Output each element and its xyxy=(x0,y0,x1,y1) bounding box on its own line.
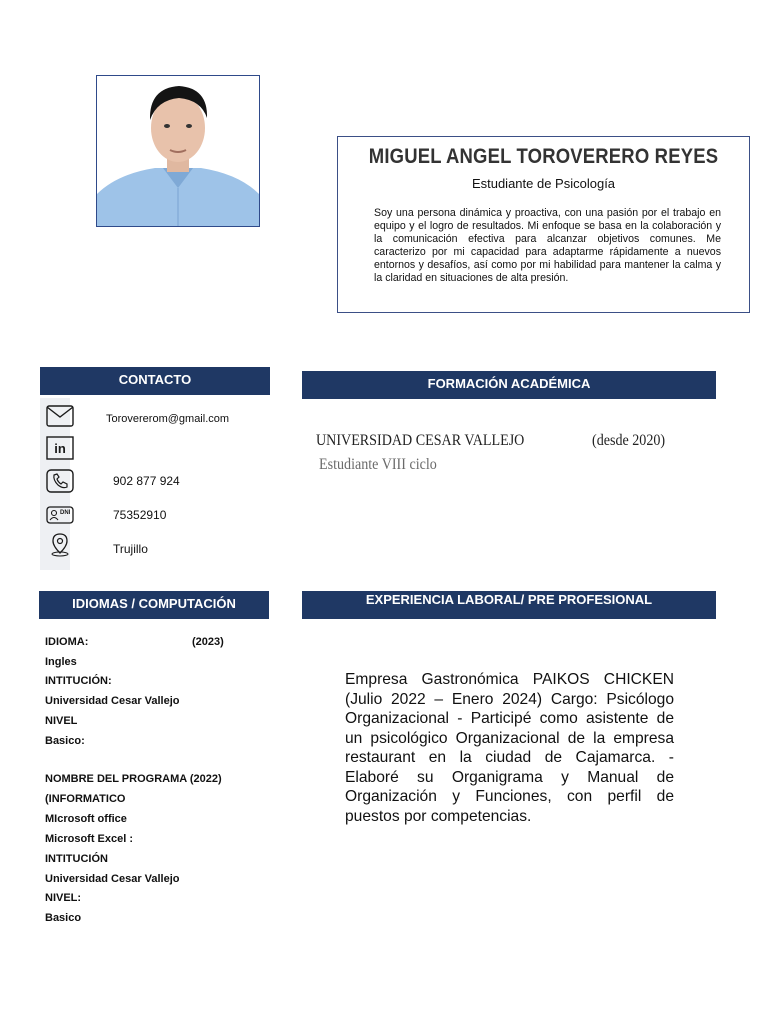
idioma-line: NIVEL xyxy=(45,715,78,727)
phone-icon xyxy=(45,468,75,494)
idioma-line: Ingles xyxy=(45,656,77,668)
idioma-line: MIcrosoft office xyxy=(45,813,127,825)
city-text: Trujillo xyxy=(113,542,148,556)
linkedin-icon[interactable] xyxy=(45,435,75,461)
full-name: MIGUEL ANGEL TOROVERERO REYES xyxy=(368,145,719,168)
university-name: UNIVERSIDAD CESAR VALLEJO xyxy=(316,432,525,449)
idioma-line: Universidad Cesar Vallejo xyxy=(45,873,180,885)
idioma-line: INTITUCIÓN xyxy=(45,853,108,865)
email-text[interactable]: Torovererom@gmail.com xyxy=(106,413,230,425)
idioma-line: NIVEL: xyxy=(45,892,82,904)
location-pin-icon xyxy=(45,532,75,558)
idioma-line: Basico: xyxy=(45,735,85,747)
contacto-heading: CONTACTO xyxy=(40,367,270,395)
education-period: (desde 2020) xyxy=(592,432,666,449)
idioma-line: INTITUCIÓN: xyxy=(45,675,112,687)
education-cycle: Estudiante VIII ciclo xyxy=(319,456,437,473)
job-title: Estudiante de Psicología xyxy=(471,176,616,191)
profile-summary: Soy una persona dinámica y proactiva, con una pasión por el trabajo en equipo y el logro de resultados. Mi enfoque se basa en la colaboración y la comunicación efectiva para alcanzar objetivos comunes. Me caracterizo por mi capacidad para adaptarme rápidamente a nuevos entornos y desafíos, así como por mi habilidad para mantener la calma y la claridad en situaciones de alta presión. xyxy=(374,207,721,284)
idioma-line: (INFORMATICO xyxy=(45,793,126,805)
idioma-line: Microsoft Excel : xyxy=(45,833,134,845)
idioma-line: NOMBRE DEL PROGRAMA (2022) xyxy=(45,773,222,785)
dni-badge: DNI xyxy=(60,510,71,516)
experience-description: Empresa Gastronómica PAIKOS CHICKEN (Julio 2022 – Enero 2024) Cargo: Psicólogo Organizacional - Participé como asistente de un psicológico Organizacional de la empresa restaurant en la ciudad de Cajamarca. - Elaboré su Organigrama y Manual de Organización y Funciones, con perfil de puestos por competencias. xyxy=(345,671,674,825)
id-card-icon xyxy=(45,502,75,528)
idioma-year: (2023) xyxy=(192,636,224,648)
profile-header-card xyxy=(337,136,750,313)
dni-number: 75352910 xyxy=(113,508,167,522)
phone-number[interactable]: 902 877 924 xyxy=(113,474,180,488)
idiomas-heading: IDIOMAS / COMPUTACIÓN xyxy=(39,591,269,619)
formacion-heading: FORMACIÓN ACADÉMICA xyxy=(302,371,716,399)
svg-text:in: in xyxy=(54,441,66,456)
envelope-icon xyxy=(45,403,75,429)
idioma-label: IDIOMA: xyxy=(45,636,89,648)
idioma-line: Universidad Cesar Vallejo xyxy=(45,695,180,707)
idioma-line: Basico xyxy=(45,912,82,924)
profile-photo xyxy=(96,75,260,227)
experiencia-heading: EXPERIENCIA LABORAL/ PRE PROFESIONAL xyxy=(302,591,716,619)
